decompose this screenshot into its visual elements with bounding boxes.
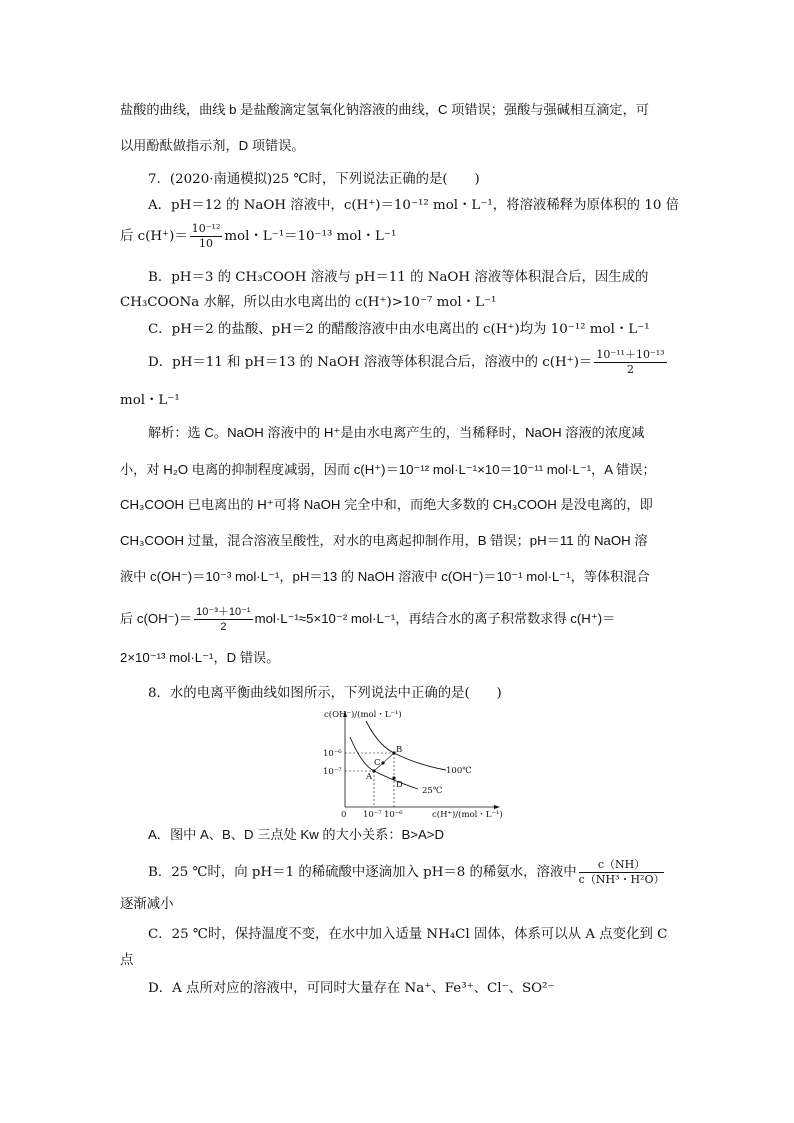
option-7d-cont: mol・L⁻¹ <box>120 393 180 408</box>
fraction: $\frac{\text{10⁻¹²}}{10}$ <box>191 222 221 250</box>
curve-label: 25℃ <box>422 786 443 796</box>
fraction: $\frac{c(NH)}{\text{c（NH³・H²O）}}$ <box>578 858 665 886</box>
option-8b-cont: 逐渐减小 <box>120 897 174 912</box>
water-ionization-chart <box>318 707 514 821</box>
fraction: $\frac{\text{10⁻¹¹＋10⁻¹³}}{2}$ <box>596 348 665 376</box>
option-7b-cont: CH₃COONa 水解，所以由水电离出的 c(H⁺)>10⁻⁷ mol・L⁻¹ <box>120 295 497 310</box>
y-tick-label: 10⁻⁷ <box>323 767 342 777</box>
origin-label: 0 <box>341 810 347 820</box>
point-label: B <box>396 745 403 755</box>
x-tick-label: 10⁻⁶ <box>384 810 403 820</box>
analysis-line: 液中 c(OH⁻)＝10⁻³ mol·L⁻¹，pH＝13 的 NaOH 溶液中 c(OH⁻)＝10⁻¹ mol·L⁻¹，等体积混合 <box>120 569 650 584</box>
option-7b: B．pH＝3 的 CH₃COOH 溶液与 pH＝11 的 NaOH 溶液等体积混合后，因生成的 <box>148 270 649 285</box>
analysis-line <box>120 604 680 634</box>
analysis-line: 2×10⁻¹³ mol·L⁻¹，D 错误。 <box>120 650 280 665</box>
option-8c-cont: 点 <box>120 953 134 968</box>
fraction: $\frac{\text{10⁻³＋10⁻¹}}{2}$ <box>196 606 251 634</box>
analysis-line: 解析：选 C。NaOH 溶液中的 H⁺是由水电离产生的，当稀释时，NaOH 溶液的浓度减 <box>148 425 645 440</box>
text-line: 以用酚酞做指示剂，D 项错误。 <box>120 138 305 153</box>
curve-label: 100℃ <box>446 766 472 776</box>
question-7-stem: 7．(2020·南通模拟)25 ℃时，下列说法正确的是( ) <box>148 172 480 187</box>
option-7d <box>148 348 708 378</box>
point-c <box>381 761 384 764</box>
analysis-line: CH₃COOH 过量，混合溶液呈酸性，对水的电离起抑制作用，B 错误；pH＝11 的 NaOH 溶 <box>120 533 648 548</box>
option-8d: D．A 点所对应的溶液中，可同时大量存在 Na⁺、Fe³⁺、Cl⁻、SO²⁻ <box>148 981 555 996</box>
point-label: A <box>366 772 373 782</box>
prefix: 后 c(H⁺)＝ <box>120 229 188 244</box>
option-8c: C．25 ℃时，保持温度不变，在水中加入适量 NH₄Cl 固体，体系可以从 A 点变化到 C <box>148 927 668 942</box>
prefix: 后 c(OH⁻)＝ <box>120 611 193 626</box>
analysis-line: CH₃COOH 已电离出的 H⁺可将 NaOH 完全中和，而绝大多数的 CH₃COOH 是没电离的，即 <box>120 497 653 512</box>
x-tick-label: 10⁻⁷ <box>363 810 382 820</box>
point-label: D <box>396 780 403 790</box>
analysis-line: 小，对 H₂O 电离的抑制程度减弱，因而 c(H⁺)＝10⁻¹² mol·L⁻¹×10＝10⁻¹¹ mol·L⁻¹，A 错误； <box>120 462 656 477</box>
point-a <box>372 769 375 772</box>
option-8a: A．图中 A、B、D 三点处 Kw 的大小关系：B>A>D <box>148 827 445 842</box>
option-7a: A．pH＝12 的 NaOH 溶液中，c(H⁺)＝10⁻¹² mol・L⁻¹，将溶液稀释为原体积的 10 倍 <box>148 198 680 213</box>
y-axis-label: c(OH⁻)/(mol・L⁻¹) <box>324 710 402 720</box>
unit: mol・L⁻¹＝10⁻¹³ mol・L⁻¹ <box>224 229 397 244</box>
question-8-stem: 8．水的电离平衡曲线如图所示，下列说法中正确的是( ) <box>148 686 502 701</box>
point-label: C <box>374 758 381 768</box>
option-7c: C．pH＝2 的盐酸、pH＝2 的醋酸溶液中由水电离出的 c(H⁺)均为 10⁻¹² mol・L⁻¹ <box>148 322 650 337</box>
x-axis-label: c(H⁺)/(mol・L⁻¹) <box>432 810 503 820</box>
option-8b-text: B．25 ℃时，向 pH＝1 的稀硫酸中逐滴加入 pH＝8 的稀氨水，溶液中 <box>148 865 577 880</box>
y-tick-label: 10⁻⁶ <box>323 749 342 759</box>
x-axis-arrow <box>494 805 500 809</box>
analysis-line-rest: mol·L⁻¹≈5×10⁻² mol·L⁻¹，再结合水的离子积常数求得 c(H⁺)＝ <box>254 611 616 626</box>
option-7d-text: D．pH＝11 和 pH＝13 的 NaOH 溶液等体积混合后，溶液中的 c(H⁺)＝ <box>148 355 593 370</box>
option-8b <box>148 858 708 888</box>
option-7a-cont <box>120 222 680 252</box>
text-line: 盐酸的曲线，曲线 b 是盐酸滴定氢氧化钠溶液的曲线，C 项错误；强酸与强碱相互滴定，可 <box>120 102 649 117</box>
